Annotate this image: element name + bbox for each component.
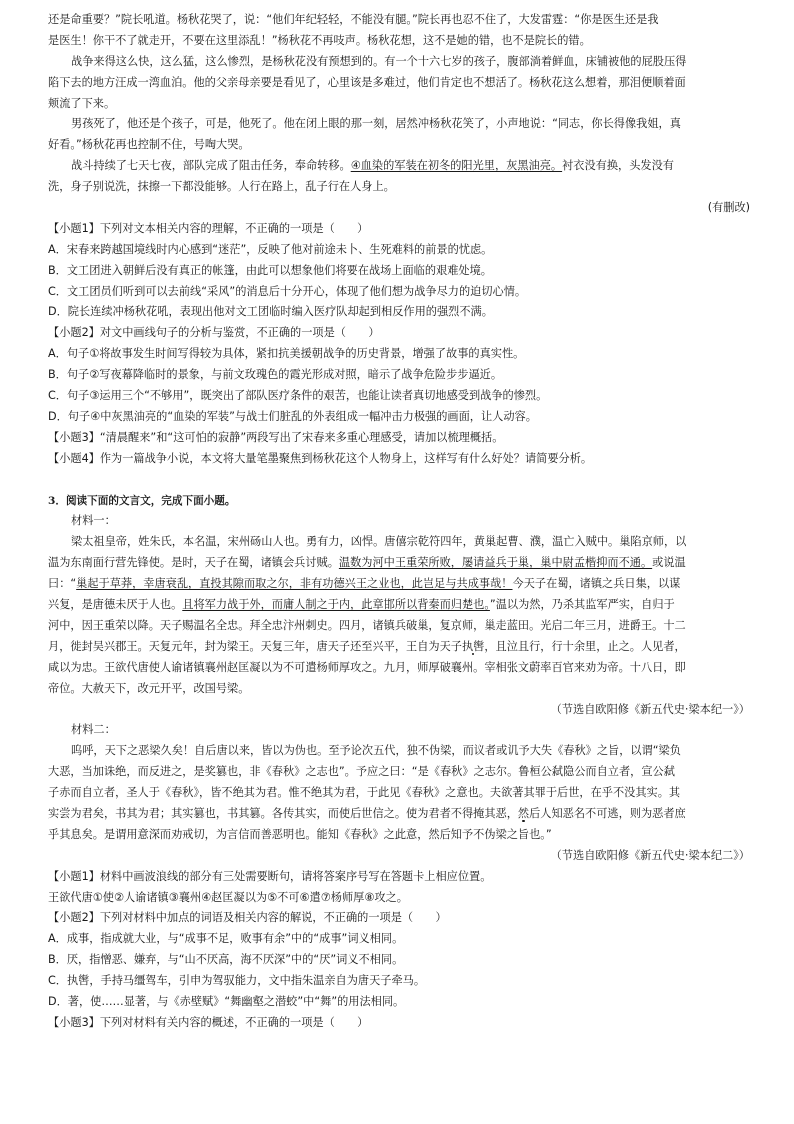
option-d[interactable]: D．院长连续冲杨秋花吼，表现出他对文工团临时编入医疗队却起到相反作用的强烈不满。 xyxy=(48,305,493,319)
passage-line: 是医生！你干不了就走开，不要在这里添乱！”杨秋花不再吱声。杨秋花想，这不是她的错，也不是院长的错。 xyxy=(48,33,591,47)
underlined-sentence: 温数为河中王重荣所败，屡请益兵于巢，巢中尉孟楷抑而不通。 xyxy=(338,556,653,570)
punctuation-sentence: 王欲代唐①使②人谕诸镇③襄州④赵匡凝以为⑤不可⑥遣⑦杨师厚⑧攻之。 xyxy=(48,890,408,904)
question-1-stem: 【小题1】下列对文本相关内容的理解，不正确的一项是（ ） xyxy=(48,221,369,235)
underlined-sentence-4: ④血染的军装在初冬的阳光里，灰黑油亮。 xyxy=(350,159,563,173)
option-a[interactable]: A．宋春来跨越国境线时内心感到“迷茫”，反映了他对前途未卜、生死难料的前景的忧虑。 xyxy=(48,242,493,256)
passage-text: 实尝为君矣，书其为君；其实篡也，书其篡。各传其实，而使后世信之。使为君者不得掩其恶， xyxy=(48,806,518,820)
passage-text: ，且泣且行，行十余里，止之。人见者， xyxy=(484,639,686,653)
option-c[interactable]: C．执辔，手持马缰驾车，引申为驾驭能力，文中指朱温亲自为唐天子牵马。 xyxy=(48,974,426,988)
underlined-sentence: 巢起于草莽，幸唐衰乱，直投其隙而取之尔，非有功德兴王之业也，此岂足与共成事哉！ xyxy=(76,577,513,591)
source-note: (有删改) xyxy=(707,201,750,215)
passage-line: 颊流了下来。 xyxy=(48,96,116,110)
question-3-stem: 【小题3】“清晨醒来”和“这可怕的寂静”两段写出了宋春来多重心理感受，请加以梳理概括。 xyxy=(48,430,504,444)
question-2-stem: 【小题2】对文中画线句子的分析与鉴赏，不正确的一项是（ ） xyxy=(48,326,380,340)
passage-text: 温为东南面行营先锋使。是时，天子在蜀，诸镇会兵讨贼。 xyxy=(48,556,339,570)
underlined-sentence: 且将军力战于外，而庸人制之于内，此章邯所以背秦而归楚也。 xyxy=(182,598,490,612)
option-a[interactable]: A．句子①将故事发生时间写得较为具体，紧扣抗美援朝战争的历史背景，增强了故事的真实性。 xyxy=(48,347,525,361)
passage-line: 呜呼，天下之恶梁久矣！自后唐以来，皆以为伪也。至予论次五代，独不伪梁，而议者或讥予大失《春秋》之旨，以谓“梁负 xyxy=(71,744,681,758)
option-d[interactable]: D．著，使……显著，与《赤壁赋》“舞幽壑之潜蛟”中“舞”的用法相同。 xyxy=(48,994,405,1008)
option-b[interactable]: B．文工团进入朝鲜后没有真正的帐篷，由此可以想象他们将要在战场上面临的艰难处境。 xyxy=(48,263,492,277)
option-d[interactable]: D．句子④中灰黑油亮的“血染的军装”与战士们脏乱的外表组成一幅冲击力极强的画面，让人动容。 xyxy=(48,409,537,423)
passage-line: 男孩死了，他还是个孩子，可是，他死了。他在闭上眼的那一刻，居然冲杨秋花笑了，小声地说：“同志，你长得像我姐，真 xyxy=(71,117,681,131)
passage-line xyxy=(48,156,750,177)
passage-line xyxy=(48,595,750,616)
document-page xyxy=(48,10,750,1034)
passage-text: 衬衣没有换，头发没有 xyxy=(562,159,674,173)
option-c[interactable]: C．句子③运用三个“不够用”，既突出了部队医疗条件的艰苦，也能让读者真切地感受到战争的惨烈。 xyxy=(48,389,548,403)
passage-line: 还是命重要？”院长吼道。杨秋花哭了，说：“他们年纪轻轻，不能没有腿。”院长再也忍不住了，大发雷霆：“你是医生还是我 xyxy=(48,13,659,26)
passage-line xyxy=(48,637,750,658)
passage-text: 战斗持续了七天七夜，部队完成了阻击任务，奉命转移。 xyxy=(71,159,351,173)
passage-line: 河中，因王重荣以降。天子赐温名全忠。拜全忠汴州刺史。四月，诸镇兵破巢，复京师，巢走蓝田。光启二年三月，进爵王。十二 xyxy=(48,618,686,632)
passage-line: 陷下去的地方汪成一湾血泊。他的父亲母亲要是看见了，心里该是多难过，他们肯定也不想活了。杨秋花这么想着，那泪便顺着面 xyxy=(48,75,686,89)
question-4-stem: 【小题4】作为一篇战争小说，本文将大量笔墨聚焦到杨秋花这个人物身上，这样写有什么好处？请简要分析。 xyxy=(48,451,593,465)
option-c[interactable]: C．文工团员们听到可以去前线“采风”的消息后十分开心，体现了他们想为战争尽力的迫切心情。 xyxy=(48,284,527,298)
passage-line: 大恶，当加诛绝，而反进之，是奖篡也，非《春秋》之志也”。予应之曰：“是《春秋》之志尔。鲁桓公弑隐公而自立者，宣公弑 xyxy=(48,765,675,779)
passage-text: 月，徙封吴兴郡王。天复元年，封为梁王。天复三年，唐天子还至兴平，王自为天子 xyxy=(48,639,462,653)
section-3-heading: 3．阅读下面的文言文，完成下面小题。 xyxy=(48,494,236,507)
option-b[interactable]: B．句子②写夜幕降临时的景象，与前文玫瑰色的霞光形成对照，暗示了战争危险步步逼近。 xyxy=(48,368,503,382)
passage-line xyxy=(48,574,750,595)
dotted-word: 然 xyxy=(517,806,530,820)
passage-line: 战争来得这么快，这么猛，这么惨烈，是杨秋花没有预想到的。有一个十六七岁的孩子，腹部淌着鲜血，床铺被他的屁股压得 xyxy=(71,54,687,68)
passage-line: 梁太祖皇帝，姓朱氏，本名温，宋州砀山人也。勇有力，凶悍。唐僖宗乾符四年，黄巢起曹、濮，温亡入贼中。巢陷京师，以 xyxy=(71,535,687,549)
passage-text: 兴复，是唐德未厌于人也。 xyxy=(48,598,183,612)
passage-line xyxy=(48,553,750,574)
passage-text: 后人知恶名不可逃，则为恶者庶 xyxy=(529,806,686,820)
passage-text: 今天子在蜀，诸镇之兵日集，以谋 xyxy=(512,577,681,591)
question-2-stem: 【小题2】下列对材料中加点的词语及相关内容的解说，不正确的一项是（ ） xyxy=(48,911,447,925)
passage-line: 子赤而自立者，圣人于《春秋》，皆不绝其为君。惟不绝其为君，于此见《春秋》之意也。夫欲著其罪于后世，在乎不没其实。其 xyxy=(48,786,681,800)
passage-text: 曰：“ xyxy=(48,577,77,591)
passage-text: ”温以为然，乃杀其监军严实，自归于 xyxy=(489,598,675,612)
question-1-stem: 【小题1】材料中画波浪线的部分有三处需要断句，请将答案序号写在答题卡上相应位置。 xyxy=(48,869,492,883)
passage-text: 或说温 xyxy=(652,556,686,570)
dotted-word: 执辔 xyxy=(461,639,485,653)
passage-line: 咸以为忠。王欲代唐使人谕诸镇襄州赵匡凝以为不可遣杨师厚攻之。九月，师厚破襄州。宰相张文蔚率百官来劝为帝。十八日，即 xyxy=(48,660,686,674)
passage-line xyxy=(48,804,750,825)
passage-line: 乎其息矣。是谓用意深而劝戒切，为言信而善恶明也。能知《春秋》之此意，然后知予不伪梁之旨也。” xyxy=(48,827,552,841)
source-note: （节选自欧阳修《新五代史·梁本纪二》） xyxy=(550,848,750,862)
question-3-stem: 【小题3】下列对材料有关内容的概述，不正确的一项是（ ） xyxy=(48,1015,369,1029)
passage-line: 帝位。大赦天下，改元开平，改国号梁。 xyxy=(48,681,250,695)
material-2-label: 材料二： xyxy=(71,723,116,737)
passage-line: 洗，身子别说洗，抹擦一下都没能够。人行在路上，乱子行在人身上。 xyxy=(48,180,395,194)
passage-line: 好看。”杨秋花再也控制不住，号啕大哭。 xyxy=(48,138,250,152)
option-b[interactable]: B．厌，指憎恶、嫌弃，与“山不厌高，海不厌深”中的“厌”词义不相同。 xyxy=(48,953,404,967)
material-1-label: 材料一： xyxy=(71,514,116,528)
option-a[interactable]: A．成事，指成就大业，与“成事不足，败事有余”中的“成事”词义相同。 xyxy=(48,932,404,946)
source-note: （节选自欧阳修《新五代史·梁本纪一》） xyxy=(550,702,750,716)
